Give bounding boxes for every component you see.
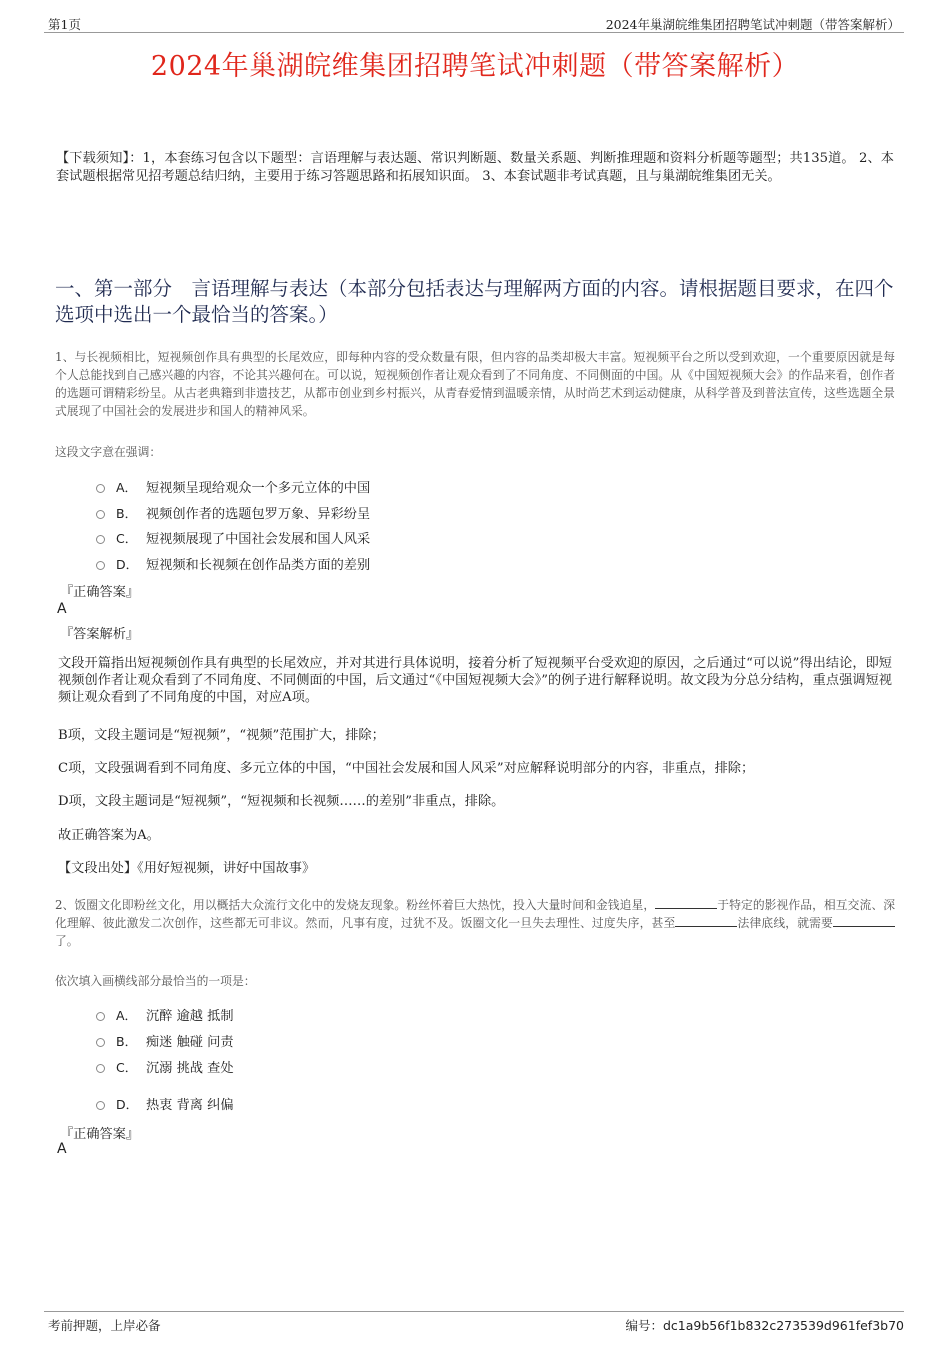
- q1-source: 【文段出处】《用好短视频，讲好中国故事》: [58, 861, 316, 876]
- q2-answer-label: 『正确答案』: [60, 1127, 140, 1142]
- q2-option-c[interactable]: C． 沉溺 挑战 查处: [96, 1057, 234, 1076]
- fill-blank-3: [833, 914, 895, 927]
- q2-option-b[interactable]: B． 痴迷 触碰 问责: [96, 1031, 234, 1050]
- radio-icon[interactable]: [96, 561, 105, 570]
- page-title: 2024年巢湖皖维集团招聘笔试冲刺题（带答案解析）: [150, 51, 800, 82]
- q2-option-a[interactable]: A． 沉醉 逾越 抵制: [96, 1005, 234, 1024]
- page-header: [44, 12, 904, 33]
- radio-icon[interactable]: [96, 1101, 105, 1110]
- q1-option-a[interactable]: A． 短视频呈现给观众一个多元立体的中国: [96, 477, 370, 496]
- page-footer: [44, 1311, 904, 1334]
- section-heading: 一、第一部分 言语理解与表达（本部分包括表达与理解两方面的内容。请根据题目要求，在四个选项中选出一个最恰当的答案。）: [55, 277, 894, 326]
- q1-answer-label: 『正确答案』: [60, 585, 140, 600]
- q1-answer: A: [57, 601, 67, 617]
- q2-option-d[interactable]: D． 热衷 背离 纠偏: [96, 1094, 234, 1113]
- radio-icon[interactable]: [96, 1038, 105, 1047]
- fill-blank-2: [675, 914, 737, 927]
- radio-icon[interactable]: [96, 535, 105, 544]
- download-notice: 【下载须知】：1，本套练习包含以下题型：言语理解与表达题、常识判断题、数量关系题、判断推理题和资料分析题等题型；共135道。 2、本套试题根据常见招考题总结归纳，主要用于练习答题思路和拓展知识面。 3、本套试题非考试真题，且与巢湖皖维集团无关。: [56, 151, 894, 184]
- fill-blank-1: [655, 896, 717, 909]
- page-number: 第1页: [48, 17, 81, 32]
- radio-icon[interactable]: [96, 1012, 105, 1021]
- q2-passage: 2、饭圈文化即粉丝文化，用以概括大众流行文化中的发烧友现象。粉丝怀着巨大热忱，投入大量时间和金钱追星， 于特定的影视作品，相互交流、深化理解、彼此激发二次创作，这些都无可非议。然而，凡事有度，过犹不及。饭圈文化一旦失去理性、过度失序，甚至 法律底线，就需要了。: [55, 898, 895, 948]
- q1-analysis-b: B项，文段主题词是“短视频”，“视频”范围扩大，排除；: [58, 728, 385, 743]
- q2-stem: 依次填入画横线部分最恰当的一项是：: [55, 974, 256, 988]
- q1-passage: 1、与长视频相比，短视频创作具有典型的长尾效应，即每种内容的受众数量有限，但内容的品类却极大丰富。短视频平台之所以受到欢迎，一个重要原因就是每个人总能找到自己感兴趣的内容，不论其兴趣何在。可以说，短视频创作者让观众看到了不同角度、不同侧面的中国。从《中国短视频大会》的作品来看，创作者的选题可谓精彩纷呈。从古老典籍到非遗技艺，从都市创业到乡村振兴，从青春爱情到温暖亲情，从时尚艺术到运动健康，从科学普及到普法宣传，这些选题全景式展现了中国社会的发展进步和国人的精神风采。: [55, 350, 895, 418]
- radio-icon[interactable]: [96, 1064, 105, 1073]
- q1-analysis-main: 文段开篇指出短视频创作具有典型的长尾效应，并对其进行具体说明，接着分析了短视频平台受欢迎的原因，之后通过“可以说”得出结论，即短视频创作者让观众看到了不同角度、不同侧面的中国，后文通过“《中国短视频大会》”的例子进行解释说明。故文段为分总分结构，重点强调短视频让观众看到了不同角度的中国，对应A项。: [58, 656, 892, 705]
- header-doc-title: 2024年巢湖皖维集团招聘笔试冲刺题（带答案解析）: [605, 17, 900, 32]
- footer-slogan: 考前押题，上岸必备: [48, 1318, 161, 1333]
- q1-option-b[interactable]: B． 视频创作者的选题包罗万象、异彩纷呈: [96, 503, 370, 522]
- q1-stem: 这段文字意在强调：: [55, 445, 162, 459]
- q1-option-d[interactable]: D． 短视频和长视频在创作品类方面的差别: [96, 554, 370, 573]
- q1-option-c[interactable]: C． 短视频展现了中国社会发展和国人风采: [96, 528, 370, 547]
- document-code: 编号：dc1a9b56f1b832c273539d961fef3b70: [625, 1318, 904, 1333]
- radio-icon[interactable]: [96, 484, 105, 493]
- q2-answer: A: [57, 1141, 67, 1157]
- q1-analysis-d: D项，文段主题词是“短视频”，“短视频和长视频……的差别”非重点，排除。: [58, 794, 505, 809]
- q1-analysis-c: C项，文段强调看到不同角度、多元立体的中国，“中国社会发展和国人风采”对应解释说明部分的内容，非重点，排除；: [58, 761, 755, 776]
- q1-conclusion: 故正确答案为A。: [58, 828, 160, 843]
- radio-icon[interactable]: [96, 510, 105, 519]
- q1-analysis-label: 『答案解析』: [60, 627, 140, 642]
